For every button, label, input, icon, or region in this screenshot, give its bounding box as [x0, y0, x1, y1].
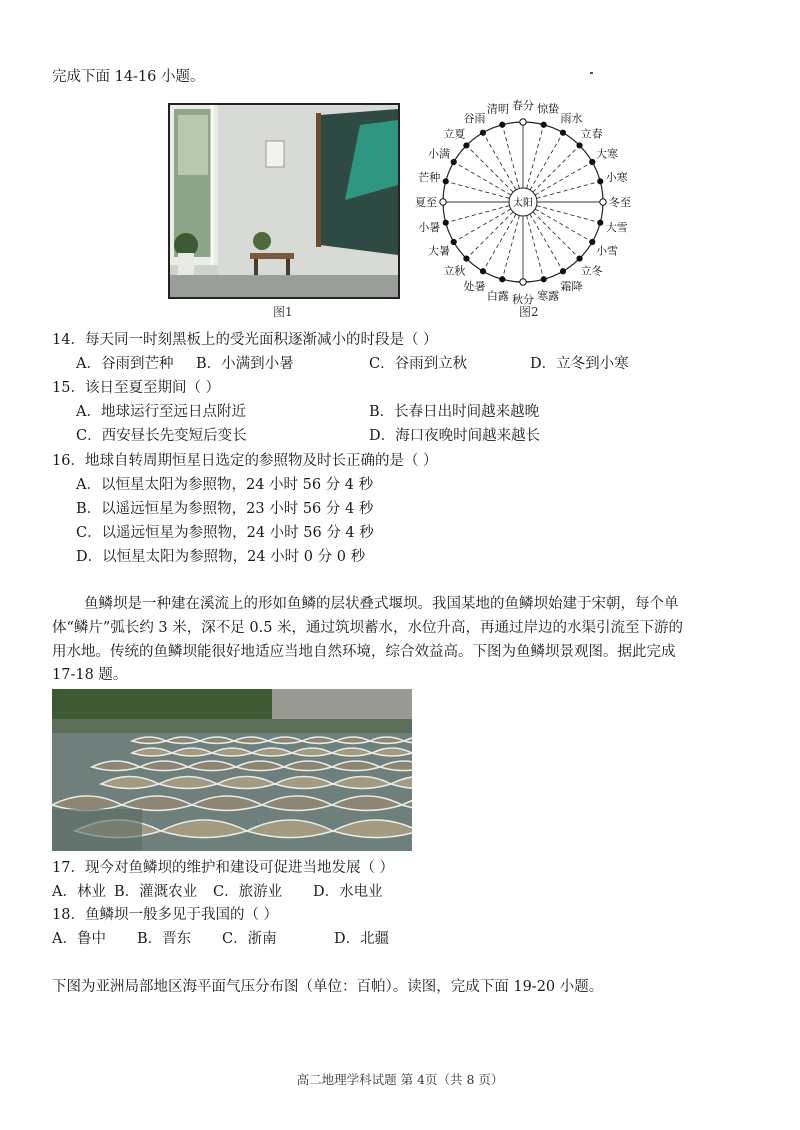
term-dot — [541, 122, 546, 127]
q18-option-d: D．北疆 — [334, 931, 390, 947]
q17-option-b: B．灌溉农业 — [114, 884, 198, 900]
q15-option-a: A．地球运行至远日点附近 — [76, 404, 246, 420]
solar-term-label: 谷雨 — [463, 111, 486, 125]
term-dot — [598, 179, 603, 184]
solar-term-label: 立冬 — [580, 264, 603, 278]
term-dot — [443, 220, 448, 225]
term-dot — [464, 143, 469, 148]
solar-term-label: 雨水 — [560, 111, 583, 125]
section-intro-19-20: 下图为亚洲局部地区海平面气压分布图（单位：百帕）。读图，完成下面 19-20 小题。 — [52, 979, 604, 995]
term-dot — [520, 279, 526, 285]
q15-option-c: C．西安昼长先变短后变长 — [76, 428, 247, 444]
spoke-line — [502, 216, 519, 280]
term-dot — [464, 256, 469, 261]
q14-option-a: A．谷雨到芒种 — [76, 356, 174, 372]
term-dot — [577, 143, 582, 148]
spoke-line — [537, 206, 601, 223]
spoke-line — [483, 214, 516, 271]
solar-term-label: 秋分 — [512, 293, 534, 306]
term-dot — [590, 239, 595, 244]
solar-term-label: 芒种 — [418, 170, 441, 184]
q16-option-c: C．以遥远恒星为参照物，24 小时 56 分 4 秒 — [76, 525, 374, 541]
q14-option-d: D．立冬到小寒 — [530, 356, 629, 372]
figure1-classroom-photo — [168, 103, 400, 299]
q16-option-b: B．以遥远恒星为参照物，23 小时 56 分 4 秒 — [76, 501, 374, 517]
solar-term-label: 清明 — [486, 102, 509, 116]
solar-term-label: 寒露 — [537, 289, 560, 303]
spoke-line — [527, 216, 544, 280]
term-dot — [451, 239, 456, 244]
term-dot — [500, 122, 505, 127]
term-dot — [560, 130, 565, 135]
term-dot — [451, 159, 456, 164]
solar-term-label: 处暑 — [463, 280, 486, 294]
passage-line-2: 体“鳞片”弧长约 3 米，深不足 0.5 米，通过筑坝蓄水，水位升高，再通过岸边的水渠引流至下游的 — [52, 620, 684, 636]
q18-option-c: C．浙南 — [222, 931, 277, 947]
classroom-illustration — [170, 105, 398, 297]
spoke-line — [446, 181, 510, 198]
term-dot — [577, 256, 582, 261]
spoke-line — [533, 145, 580, 192]
solar-term-label: 立春 — [580, 127, 603, 141]
solar-term-label: 霜降 — [560, 280, 583, 294]
spoke-line — [454, 209, 511, 242]
q14-option-b: B．小满到小暑 — [196, 356, 294, 372]
solar-term-label: 小满 — [427, 147, 450, 161]
q17-option-d: D．水电业 — [313, 884, 383, 900]
solar-term-label: 大雪 — [605, 221, 628, 235]
page-footer: 高二地理学科试题 第 4页（共 8 页） — [296, 1072, 504, 1087]
spoke-line — [535, 209, 592, 242]
solar-term-label: 立夏 — [443, 127, 466, 141]
spoke-line — [466, 145, 513, 192]
term-dot — [520, 119, 526, 125]
term-dot — [590, 159, 595, 164]
term-dot — [500, 277, 505, 282]
q16-stem: 16．地球自转周期恒星日选定的参照物及时长正确的是（ ） — [52, 453, 438, 469]
figure2-caption: 图2 — [519, 305, 539, 319]
spoke-line — [533, 212, 580, 259]
solar-term-label: 惊蛰 — [537, 102, 560, 116]
spoke-line — [454, 162, 511, 195]
solar-term-label: 立秋 — [443, 264, 466, 278]
q16-option-d: D．以恒星太阳为参照物，24 小时 0 分 0 秒 — [76, 549, 366, 565]
spoke-line — [537, 181, 601, 198]
spoke-line — [527, 125, 544, 189]
solar-term-label: 白露 — [486, 289, 509, 303]
passage-line-3: 用水地。传统的鱼鳞坝能很好地适应当地自然环境，综合效益高。下图为鱼鳞坝景观图。据此完成 — [52, 644, 676, 660]
spoke-line — [530, 214, 563, 271]
solar-term-label: 大寒 — [596, 147, 619, 161]
spoke-line — [446, 206, 510, 223]
fish-scale-dam-illustration — [52, 689, 412, 851]
term-dot — [480, 269, 485, 274]
speck-mark — [590, 72, 593, 74]
q17-stem: 17．现今对鱼鳞坝的维护和建设可促进当地发展（ ） — [52, 860, 395, 876]
solar-term-label: 小寒 — [605, 170, 628, 184]
solar-term-label: 小雪 — [596, 244, 619, 258]
term-dot — [598, 220, 603, 225]
spoke-line — [466, 212, 513, 259]
q16-option-a: A．以恒星太阳为参照物，24 小时 56 分 4 秒 — [76, 477, 374, 493]
solar-term-label: 夏至 — [415, 196, 437, 209]
spoke-line — [535, 162, 592, 195]
term-dot — [541, 277, 546, 282]
section-intro: 完成下面 14-16 小题。 — [52, 69, 205, 85]
term-dot — [440, 199, 446, 205]
spoke-line — [530, 133, 563, 190]
q18-option-b: B．晋东 — [137, 931, 192, 947]
solar-term-label: 春分 — [512, 99, 534, 112]
figure2-solar-term-wheel — [408, 96, 640, 312]
term-dot — [443, 179, 448, 184]
q17-option-a: A．林业 — [52, 884, 106, 900]
term-dot — [560, 269, 565, 274]
solar-term-label: 小暑 — [418, 221, 441, 235]
spoke-line — [483, 133, 516, 190]
q18-option-a: A．鲁中 — [52, 931, 106, 947]
q14-stem: 14．每天同一时刻黑板上的受光面积逐渐减小的时段是（ ） — [52, 332, 438, 348]
passage-line-1: 鱼鳞坝是一种建在溪流上的形如鱼鳞的层状叠式堰坝。我国某地的鱼鳞坝始建于宋朝，每个单 — [84, 596, 679, 612]
q15-stem: 15．该日至夏至期间（ ） — [52, 380, 221, 396]
q15-option-d: D．海口夜晚时间越来越长 — [369, 428, 541, 444]
solar-term-label: 大暑 — [427, 244, 450, 258]
solar-term-label: 冬至 — [609, 196, 631, 209]
passage-line-4: 17-18 题。 — [52, 667, 128, 683]
q18-stem: 18．鱼鳞坝一般多见于我国的（ ） — [52, 907, 279, 923]
fish-scale-dam-photo — [52, 689, 412, 851]
figure1-caption: 图1 — [273, 305, 293, 319]
spoke-line — [502, 125, 519, 189]
sun-label: 太阳 — [513, 198, 533, 209]
q14-option-c: C．谷雨到立秋 — [369, 356, 468, 372]
q17-option-c: C．旅游业 — [213, 884, 283, 900]
term-dot — [600, 199, 606, 205]
term-dot — [480, 130, 485, 135]
q15-option-b: B．长春日出时间越来越晚 — [369, 404, 540, 420]
